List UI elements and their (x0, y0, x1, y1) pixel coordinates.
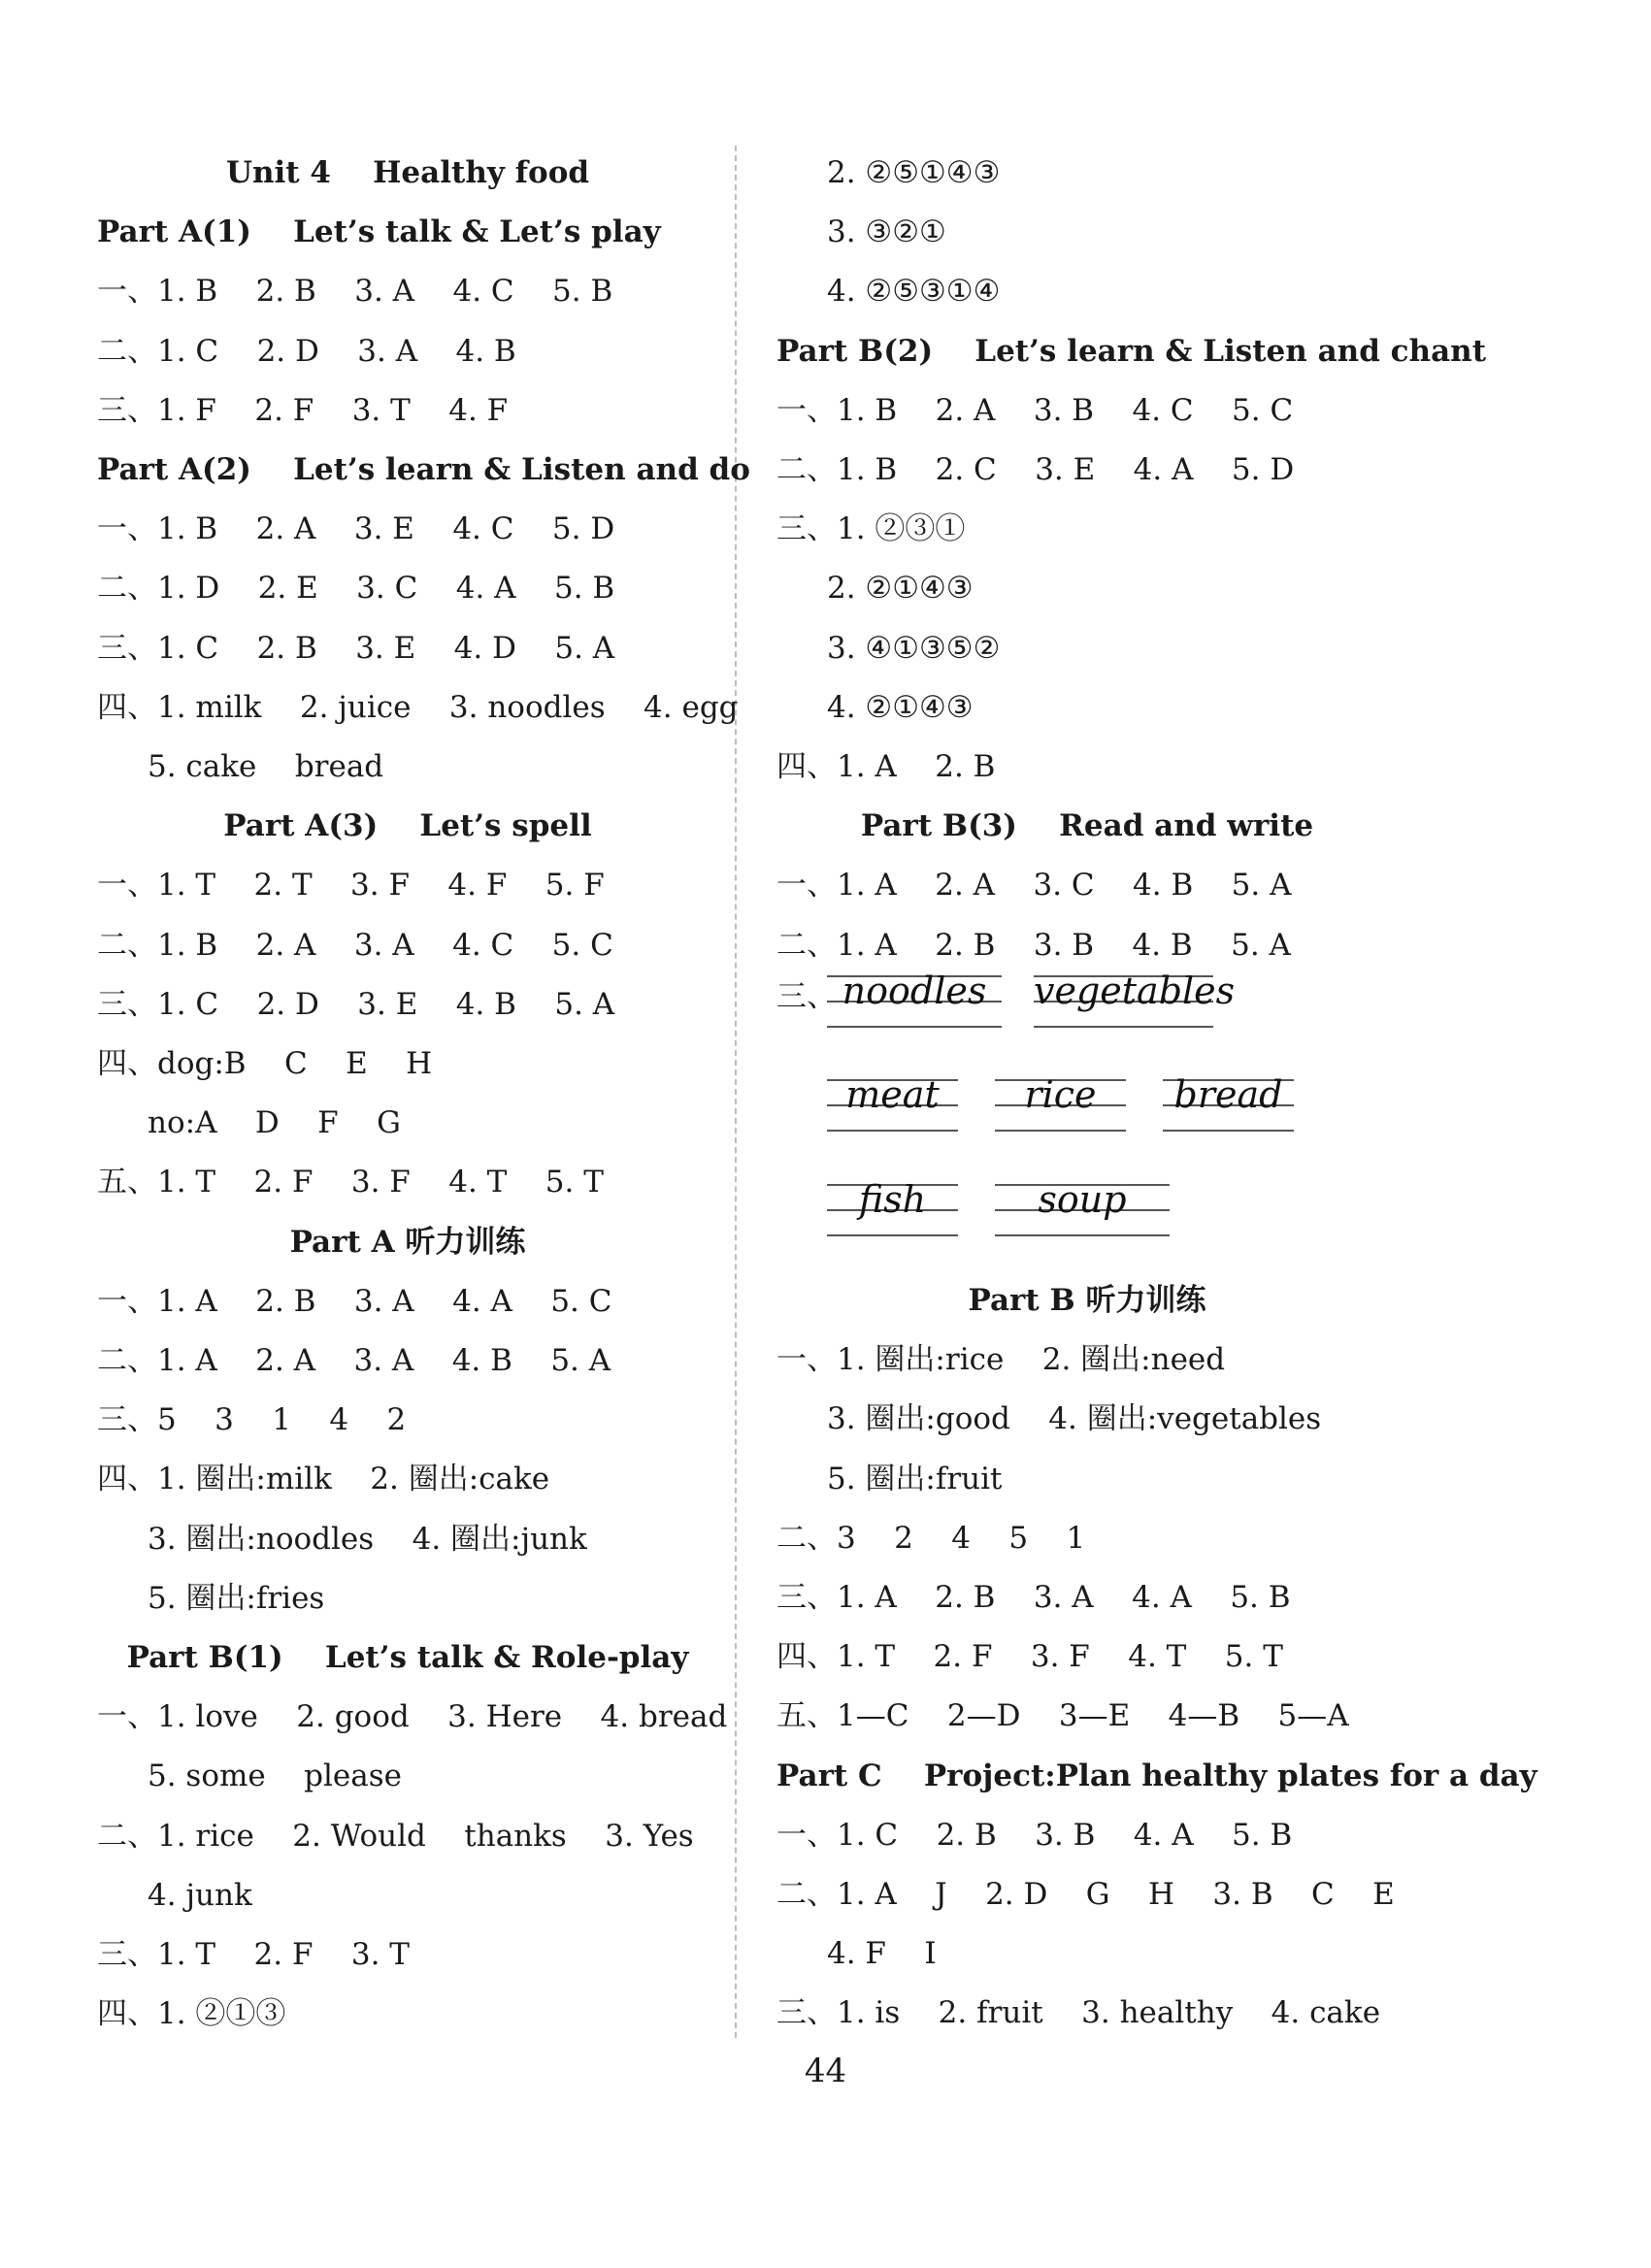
section-heading: Part A(2) Let’s learn & Listen and do (97, 452, 750, 487)
handwritten-word: vegetables (1034, 970, 1236, 1012)
answer-line: 三、1. F 2. F 3. T 4. F (97, 392, 509, 428)
section-heading: Unit 4 Healthy food (225, 155, 590, 190)
answer-line: 二、3 2 4 5 1 (776, 1520, 1086, 1556)
writing-line (827, 1165, 958, 1252)
answer-line: 一、1. love 2. good 3. Here 4. bread (97, 1699, 728, 1735)
answer-line: 五、1. T 2. F 3. F 4. T 5. T (97, 1165, 604, 1200)
answer-line: 三、1. C 2. D 3. E 4. B 5. A (97, 986, 615, 1022)
answer-line: 二、1. C 2. D 3. A 4. B (97, 333, 516, 369)
answer-line: 一、1. A 2. B 3. A 4. A 5. C (97, 1283, 612, 1319)
answer-line: 二、1. B 2. A 3. A 4. C 5. C (97, 927, 613, 963)
section-heading: Part B(2) Let’s learn & Listen and chant (776, 333, 1487, 369)
answer-line: 二、1. A J 2. D G H 3. B C E (776, 1877, 1395, 1912)
answer-line: 三、1. is 2. fruit 3. healthy 4. cake (776, 1995, 1381, 2031)
answer-line: 一、1. 圈出:rice 2. 圈出:need (776, 1342, 1226, 1378)
answer-line: 3. ③②① (827, 214, 946, 250)
writing-line (1163, 1060, 1294, 1147)
section-heading: Part B(1) Let’s talk & Role-play (126, 1640, 689, 1675)
answer-line: no:A D F G (148, 1105, 401, 1141)
answer-line: 三、1. A 2. B 3. A 4. A 5. B (776, 1580, 1291, 1615)
writing-line (995, 1060, 1126, 1147)
answer-line: 三、1. T 2. F 3. T (97, 1937, 410, 1972)
answer-line: 4. junk (148, 1877, 252, 1913)
handwritten-word: bread (1173, 1073, 1283, 1116)
answer-line: 3. ④①③⑤② (827, 630, 1001, 666)
answer-line: 一、1. B 2. B 3. A 4. C 5. B (97, 274, 613, 310)
answer-line: 一、1. A 2. A 3. C 4. B 5. A (776, 868, 1292, 904)
section-heading: Part A 听力训练 (289, 1224, 526, 1260)
answer-line: 四、1. milk 2. juice 3. noodles 4. egg (97, 689, 739, 725)
answer-line: 三、1. ②③① (776, 511, 966, 547)
column-divider (735, 146, 737, 2038)
answer-line: 5. 圈出:fries (148, 1580, 325, 1616)
handwriting-row (776, 956, 1398, 1043)
section-heading: Part B(3) Read and write (860, 808, 1314, 844)
handwriting-row (776, 1060, 1398, 1147)
handwriting-row (776, 1165, 1398, 1252)
answer-line: 2. ②①④③ (827, 571, 974, 607)
answer-line: 四、1. 圈出:milk 2. 圈出:cake (97, 1462, 550, 1497)
writing-line (827, 1060, 958, 1147)
section-heading: Part C Project:Plan healthy plates for a day (776, 1758, 1537, 1793)
answer-line: 一、1. C 2. B 3. B 4. A 5. B (776, 1817, 1293, 1853)
writing-line (995, 1165, 1170, 1252)
answer-line: 3. 圈出:noodles 4. 圈出:junk (148, 1521, 587, 1557)
answer-line: 5. some please (148, 1759, 403, 1794)
section-heading: Part B 听力训练 (968, 1283, 1206, 1318)
answer-line: 四、1. T 2. F 3. F 4. T 5. T (776, 1639, 1283, 1675)
answer-line: 四、1. A 2. B (776, 749, 996, 784)
handwritten-word: fish (858, 1178, 927, 1221)
answer-line: 四、dog:B C E H (97, 1046, 433, 1081)
answer-line: 三、5 3 1 4 2 (97, 1402, 407, 1438)
answer-line: 4. ②①④③ (827, 689, 974, 725)
answer-line: 二、1. A 2. A 3. A 4. B 5. A (97, 1343, 611, 1378)
answer-line: 4. ②⑤③①④ (827, 274, 1001, 310)
answer-line: 二、1. A 2. B 3. B 4. B 5. A (776, 927, 1291, 963)
answer-line: 2. ②⑤①④③ (827, 155, 1001, 190)
answer-line: 一、1. B 2. A 3. E 4. C 5. D (97, 511, 615, 547)
answer-line: 5. 圈出:fruit (827, 1461, 1003, 1496)
writing-line (827, 956, 1002, 1043)
section-heading: Part A(1) Let’s talk & Let’s play (97, 214, 661, 250)
answer-line: 4. F I (827, 1936, 937, 1972)
answer-line: 二、1. rice 2. Would thanks 3. Yes (97, 1818, 694, 1854)
answer-line: 四、1. ②①③ (97, 1996, 286, 2032)
handwritten-word: rice (1024, 1073, 1097, 1116)
answer-line: 一、1. T 2. T 3. F 4. F 5. F (97, 868, 605, 904)
answer-line: 五、1—C 2—D 3—E 4—B 5—A (776, 1698, 1349, 1734)
section-heading: Part A(3) Let’s spell (223, 808, 592, 844)
writing-line (1034, 956, 1236, 1043)
section-number: 三、 (776, 979, 837, 1014)
answer-line: 二、1. B 2. C 3. E 4. A 5. D (776, 452, 1295, 487)
handwritten-word: soup (1038, 1178, 1127, 1221)
answer-line: 3. 圈出:good 4. 圈出:vegetables (827, 1401, 1322, 1437)
answer-line: 5. cake bread (148, 749, 384, 784)
answer-line: 三、1. C 2. B 3. E 4. D 5. A (97, 630, 615, 666)
page-number: 44 (804, 2052, 847, 2090)
answer-line: 一、1. B 2. A 3. B 4. C 5. C (776, 392, 1294, 428)
handwritten-word: meat (845, 1073, 940, 1116)
answer-line: 二、1. D 2. E 3. C 4. A 5. B (97, 571, 615, 607)
handwritten-word: noodles (842, 970, 987, 1012)
